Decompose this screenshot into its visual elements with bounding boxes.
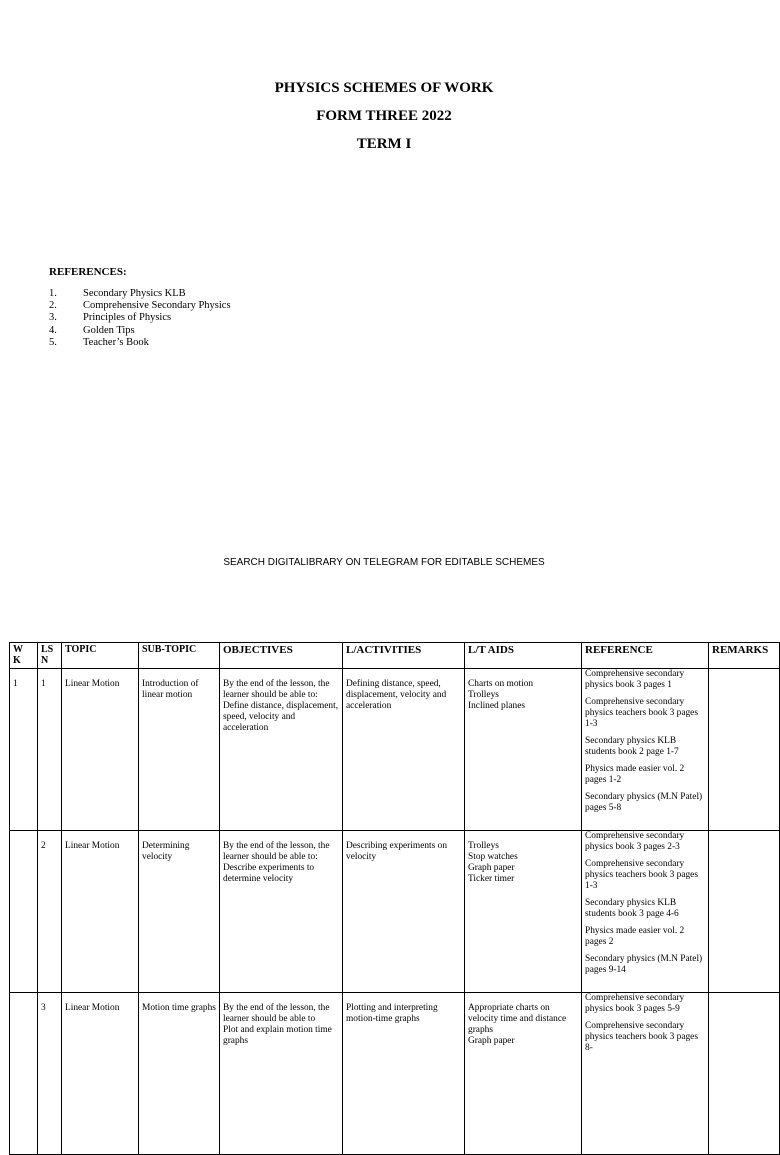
references-heading: REFERENCES: [49,266,127,278]
cell-subtopic: Introduction of linear motion [139,669,220,831]
cell-objectives: By the end of the lesson, the learner should be able to Plot and explain motion time graphs [220,993,343,1155]
cell-lesson: 2 [38,831,62,993]
reference-item [49,300,231,312]
cell-objectives: By the end of the lesson, the learner should be able to: Define distance, displacement, speed, velocity and acceleration [220,669,343,831]
reference-text: Secondary Physics KLB [83,288,186,299]
reference-text: Comprehensive Secondary Physics [83,300,231,312]
reference-line: Secondary physics KLB students book 2 page 1-7 [585,736,679,757]
title-block [0,74,768,158]
cell-reference [582,669,709,831]
cell-activities: Defining distance, speed, displacement, velocity and acceleration [343,669,465,831]
reference-item [49,337,231,349]
reference-line: Secondary physics (M.N Patel) pages 9-14 [585,954,703,975]
reference-text: Teacher’s Book [83,336,149,348]
cell-topic: Linear Motion [62,669,139,831]
scheme-table [9,642,780,1155]
cell-activities: Describing experiments on velocity [343,831,465,993]
reference-line: Comprehensive secondary physics teachers book 3 pages 1-3 [585,697,698,729]
reference-number: 2. [49,300,57,312]
cell-topic: Linear Motion [62,831,139,993]
reference-line: Physics made easier vol. 2 pages 1-2 [585,764,685,785]
header-activities: L/ACTIVITIES [343,643,465,669]
cell-week: 1 [10,669,38,831]
header-reference: REFERENCE [582,643,709,669]
header-week: W K [10,643,38,669]
reference-text: Golden Tips [83,324,135,336]
reference-line: Comprehensive secondary physics book 3 pages 2-3 [585,831,685,852]
table-row [10,669,780,831]
cell-reference [582,831,709,993]
reference-item [49,288,231,300]
reference-line: Comprehensive secondary physics teachers book 3 pages 1-3 [585,859,698,891]
cell-remarks [709,993,780,1155]
reference-line: Comprehensive secondary physics book 3 pages 1 [585,669,685,690]
table-header-row [10,643,780,669]
promo-banner: SEARCH DIGITALIBRARY ON TELEGRAM FOR EDITABLE SCHEMES [223,557,545,568]
cell-lesson: 3 [38,993,62,1155]
reference-number: 5. [49,336,57,348]
document-title: PHYSICS SCHEMES OF WORK [274,80,494,96]
cell-subtopic: Determining velocity [139,831,220,993]
reference-line: Physics made easier vol. 2 pages 2 [585,926,685,947]
table-row [10,993,780,1155]
header-lesson: LS N [38,643,62,669]
cell-remarks [709,831,780,993]
reference-line: Secondary physics (M.N Patel) pages 5-8 [585,792,703,813]
cell-aids: Appropriate charts on velocity time and distance graphs Graph paper [465,993,582,1155]
cell-topic: Linear Motion [62,993,139,1155]
term-label: TERM I [356,136,412,152]
cell-reference [582,993,709,1155]
header-objectives: OBJECTIVES [220,643,343,669]
references-section [49,266,231,349]
cell-week [10,993,38,1155]
reference-line: Comprehensive secondary physics teachers book 3 pages 8- [585,1021,698,1053]
cell-objectives: By the end of the lesson, the learner should be able to: Describe experiments to determine velocity [220,831,343,993]
reference-line: Secondary physics KLB students book 3 page 4-6 [585,898,679,919]
cell-activities: Plotting and interpreting motion-time graphs [343,993,465,1155]
header-aids: L/T AIDS [465,643,582,669]
reference-text: Principles of Physics [83,312,172,324]
cell-remarks [709,669,780,831]
scheme-table-container [9,642,769,1053]
header-remarks: REMARKS [709,643,780,669]
reference-number: 3. [49,312,57,324]
cell-subtopic: Motion time graphs [139,993,220,1155]
cell-aids: Charts on motion Trolleys Inclined planes [465,669,582,831]
cell-lesson: 1 [38,669,62,831]
reference-item [49,312,231,324]
reference-number: 1. [49,288,57,299]
reference-line: Comprehensive secondary physics book 3 pages 5-9 [585,993,685,1014]
cell-week [10,831,38,993]
form-year: FORM THREE 2022 [316,108,452,124]
header-topic: TOPIC [62,643,139,669]
reference-number: 4. [49,324,57,336]
header-subtopic: SUB-TOPIC [139,643,220,669]
reference-item [49,325,231,337]
cell-aids: Trolleys Stop watches Graph paper Ticker timer [465,831,582,993]
table-row [10,831,780,993]
